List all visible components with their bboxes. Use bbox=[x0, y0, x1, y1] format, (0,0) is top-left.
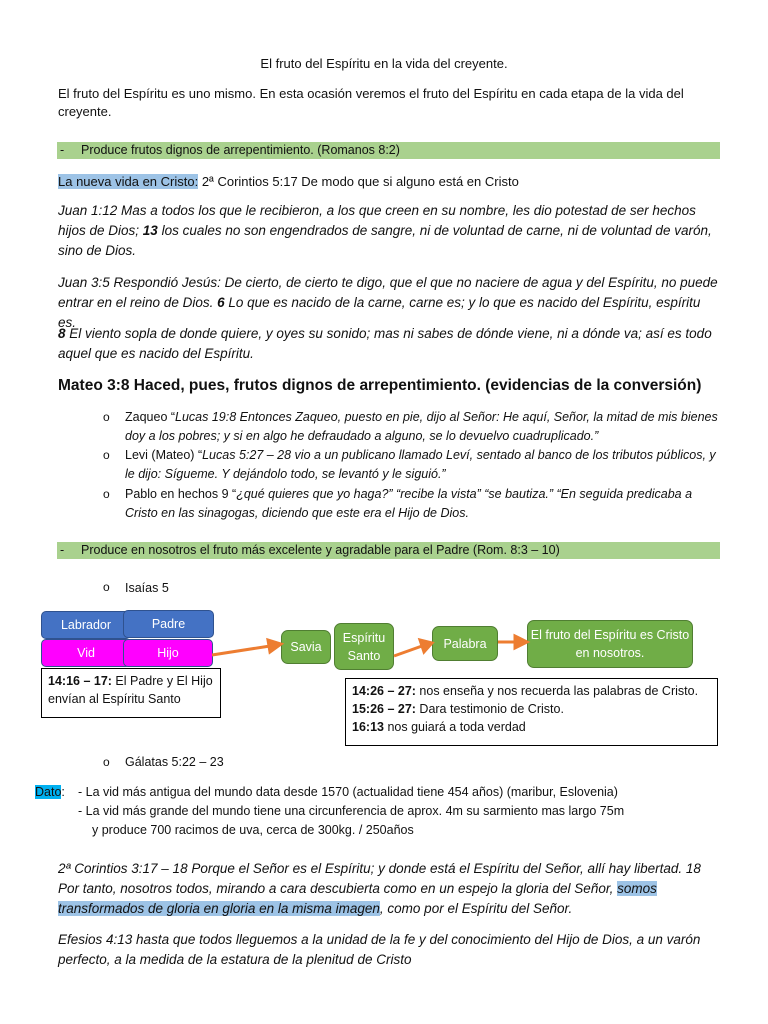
bullet-italic: Lucas 19:8 Entonces Zaqueo, puesto en pie, dijo al Señor: He aquí, Señor, la mitad de mis bienes doy a los pobres; y si en algo he defraudado a alguno, se lo devuelvo cuadruplicado.” bbox=[125, 410, 718, 443]
arrowhead bbox=[268, 640, 281, 652]
bullet-plain: Levi (Mateo) “ bbox=[125, 448, 203, 462]
bullet-italic: ¿qué quieres que yo haga?” “recibe la vista” “se bautiza.” “En seguida predicaba a Cristo en las sinagogas, diciendo que este era el Hijo de Dios. bbox=[125, 487, 693, 520]
document-title: El fruto del Espíritu en la vida del creyente. bbox=[260, 56, 508, 71]
intro-paragraph: El fruto del Espíritu es uno mismo. En esta ocasión veremos el fruto del Espíritu en cada etapa de la vida del creyente. bbox=[58, 86, 684, 119]
note-ref: 16:13 bbox=[352, 720, 384, 734]
note-line bbox=[352, 682, 711, 700]
verse-number: 13 bbox=[142, 223, 158, 238]
isaias-item: Isaías 5 bbox=[125, 581, 169, 595]
efesios-paragraph: Efesios 4:13 hasta que todos lleguemos a la unidad de la fe y del conocimiento del Hijo de Dios, a un varón perfecto, a la medida de la estatura de la plenitud de Cristo bbox=[58, 932, 701, 967]
note-ref: 14:26 – 27: bbox=[352, 684, 416, 698]
bullet-marker: o bbox=[103, 487, 110, 501]
corintios-highlight: somos transformados de gloria en gloria en la misma imagen bbox=[58, 881, 657, 916]
section-heading-2: Produce en nosotros el fruto más excelente y agradable para el Padre (Rom. 8:3 – 10) bbox=[81, 543, 560, 557]
dato-line-1: - La vid más antigua del mundo data desde 1570 (actualidad tiene 454 años) (maribur, Eslovenia) bbox=[78, 785, 618, 799]
fruto-label: El fruto del Espíritu es Cristo en nosotros. bbox=[530, 628, 690, 660]
section-dash: - bbox=[60, 543, 65, 557]
section-dash: - bbox=[60, 143, 65, 157]
dato-line-3: y produce 700 racimos de uva, cerca de 300kg. / 250años bbox=[92, 823, 414, 837]
corintios-paragraph bbox=[58, 859, 718, 919]
note-left-box bbox=[41, 668, 221, 718]
note-line bbox=[352, 700, 711, 718]
arrowhead bbox=[515, 636, 527, 648]
dato-label: Dato bbox=[35, 785, 62, 799]
espiritu-santo-label: Espíritu Santo bbox=[342, 630, 386, 663]
bullet-marker: o bbox=[103, 580, 110, 594]
juan1-text-b: los cuales no son engendrados de sangre, ni de voluntad de carne, ni de voluntad de varón, sino de Dios. bbox=[58, 223, 712, 258]
bullet-plain: Pablo en hechos 9 “ bbox=[125, 487, 237, 501]
vid-label: Vid bbox=[77, 646, 95, 660]
savia-label: Savia bbox=[290, 640, 322, 654]
arrow-espiritu-palabra bbox=[394, 646, 422, 656]
verse-number: 6 bbox=[217, 295, 225, 310]
palabra-label: Palabra bbox=[443, 636, 487, 651]
juan1-text-a: Juan 1:12 Mas a todos los que le recibieron, a los que creen en su nombre, les dio potestad de ser hechos hijos de Dios; bbox=[58, 203, 696, 238]
nueva-vida-text: 2ª Corintios 5:17 De modo que si alguno está en Cristo bbox=[198, 174, 519, 189]
padre-label: Padre bbox=[151, 617, 186, 631]
note-ref: 15:26 – 27: bbox=[352, 702, 416, 716]
dato-colon: : bbox=[61, 785, 65, 799]
note-text: El Padre y El Hijo envían al Espíritu Santo bbox=[48, 674, 213, 706]
bullet-italic: Lucas 5:27 – 28 vio a un publicano llamado Leví, sentado al banco de los tributos públicos, y le dijo: Sígueme. Y dejándolo todo, se levantó y le siguió.” bbox=[125, 448, 716, 481]
section-heading-1: Produce frutos dignos de arrepentimiento. (Romanos 8:2) bbox=[81, 143, 400, 157]
arrow-hijo-savia bbox=[212, 646, 270, 655]
bullet-plain: Zaqueo “ bbox=[125, 410, 176, 424]
dato-line-2: - La vid más grande del mundo tiene una circunferencia de aprox. 4m su sarmiento mas largo 75m bbox=[78, 804, 625, 818]
note-text: nos enseña y nos recuerda las palabras de Cristo. bbox=[415, 684, 699, 698]
viento-text: El viento sopla de donde quiere, y oyes su sonido; mas ni sabes de dónde viene, ni a dónde va; así es todo aquel que es nacido del Espíritu. bbox=[58, 326, 712, 361]
note-right-box bbox=[345, 678, 718, 746]
note-line bbox=[352, 718, 711, 736]
corintios-text-b: , como por el Espíritu del Señor. bbox=[379, 901, 573, 916]
corintios-text-a: 2ª Corintios 3:17 – 18 Porque el Señor es el Espíritu; y donde está el Espíritu del Señor, allí hay libertad. 18 Por tanto, nosotros todos, mirando a cara descubierta como en un espejo la gloria del Señor, bbox=[58, 861, 701, 896]
verse-number: 8 bbox=[58, 326, 66, 341]
note-text: nos guiará a toda verdad bbox=[383, 720, 526, 734]
mateo-heading: Mateo 3:8 Haced, pues, frutos dignos de arrepentimiento. (evidencias de la conversión) bbox=[58, 377, 702, 394]
juan3-text-a: Juan 3:5 Respondió Jesús: De cierto, de cierto te digo, que el que no naciere de agua y del Espíritu, no puede entrar en el reino de Dios. bbox=[58, 275, 718, 310]
bullet-marker: o bbox=[103, 410, 110, 424]
note-ref: 14:16 – 17: bbox=[48, 674, 112, 688]
bullet-marker: o bbox=[103, 448, 110, 462]
galatas-item: Gálatas 5:22 – 23 bbox=[125, 755, 224, 769]
labrador-label: Labrador bbox=[60, 618, 112, 632]
bullet-marker: o bbox=[103, 755, 110, 769]
note-text: Dara testimonio de Cristo. bbox=[415, 702, 564, 716]
arrowhead bbox=[420, 640, 432, 652]
dato-label-line bbox=[35, 783, 65, 801]
nueva-vida-label: La nueva vida en Cristo: bbox=[58, 174, 199, 189]
hijo-label: Hijo bbox=[157, 646, 179, 660]
juan3-text-b: Lo que es nacido de la carne, carne es; y lo que es nacido del Espíritu, espíritu es. bbox=[58, 295, 701, 330]
